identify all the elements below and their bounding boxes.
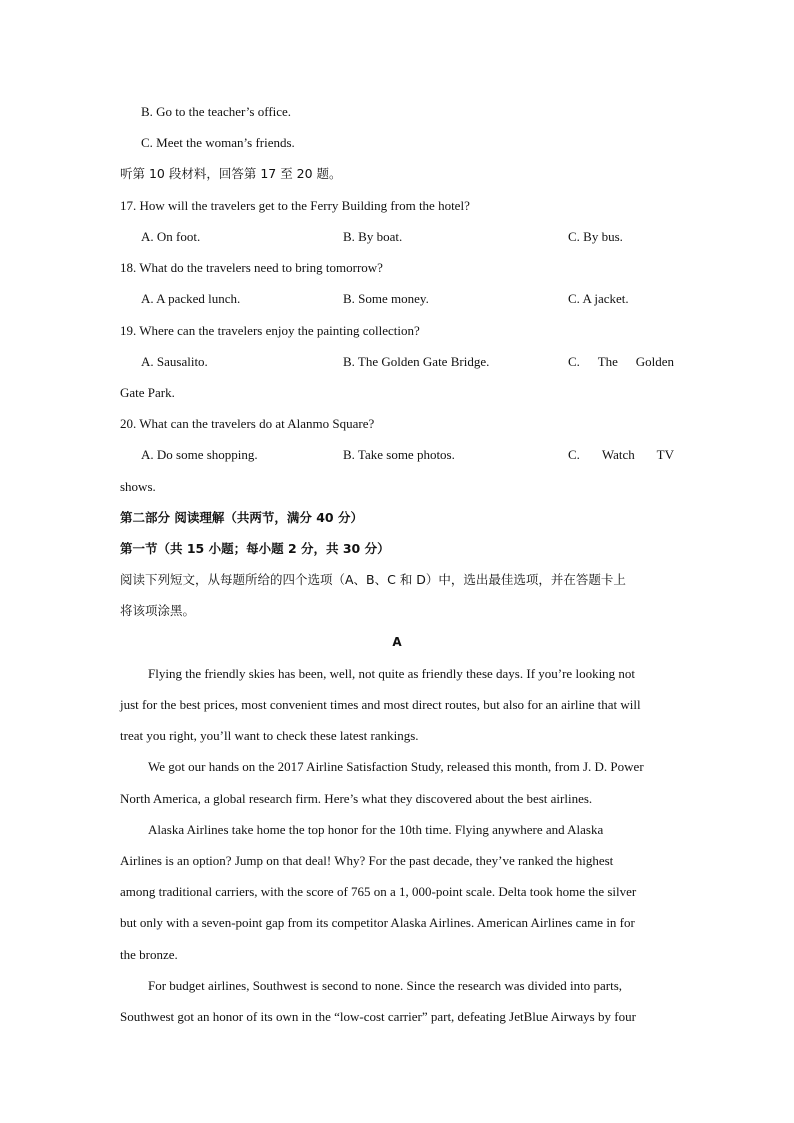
reading-instruction-continued: 将该项涂黑。 — [120, 603, 196, 618]
q18-option-a: A. A packed lunch. — [141, 291, 241, 306]
q16-option-c: C. Meet the woman’s friends. — [141, 135, 295, 150]
q19-option-a: A. Sausalito. — [141, 354, 208, 369]
q17-option-b: B. By boat. — [343, 229, 403, 244]
q17-option-c: C. By bus. — [568, 229, 623, 244]
q20-option-c-word: TV — [656, 447, 674, 462]
q19-option-b: B. The Golden Gate Bridge. — [343, 354, 490, 369]
q19-option-c — [568, 354, 674, 370]
q20-option-c-continued: shows. — [120, 479, 156, 494]
passage-line: among traditional carriers, with the score of 765 on a 1, 000-point scale. Delta took home the silver — [120, 884, 637, 899]
q20-option-b: B. Take some photos. — [343, 447, 455, 462]
q18-option-c: C. A jacket. — [568, 291, 629, 306]
passage-label: A — [392, 635, 402, 649]
q19-option-c-word: C. — [568, 354, 580, 369]
passage-line: Airlines is an option? Jump on that deal! Why? For the past decade, they’ve ranked the highest — [120, 853, 614, 868]
passage-line: For budget airlines, Southwest is second to none. Since the research was divided into parts, — [148, 978, 623, 993]
passage-line: Alaska Airlines take home the top honor for the 10th time. Flying anywhere and Alaska — [148, 822, 604, 837]
q17-stem: 17. How will the travelers get to the Ferry Building from the hotel? — [120, 198, 470, 213]
q18-stem: 18. What do the travelers need to bring tomorrow? — [120, 260, 383, 275]
passage-line: the bronze. — [120, 947, 178, 962]
q17-option-a: A. On foot. — [141, 229, 201, 244]
q20-option-c-word: Watch — [601, 447, 635, 462]
q20-option-a: A. Do some shopping. — [141, 447, 258, 462]
q19-option-c-continued: Gate Park. — [120, 385, 175, 400]
q19-option-c-word: Golden — [635, 354, 674, 369]
section1-heading: 第一节（共 15 小题；每小题 2 分，共 30 分） — [120, 541, 390, 556]
part2-heading: 第二部分 阅读理解（共两节，满分 40 分） — [120, 510, 363, 525]
passage-line: Southwest got an honor of its own in the “low-cost carrier” part, defeating JetBlue Airways by four — [120, 1009, 636, 1024]
q19-option-c-word: The — [597, 354, 618, 369]
q20-stem: 20. What can the travelers do at Alanmo Square? — [120, 416, 375, 431]
q19-stem: 19. Where can the travelers enjoy the painting collection? — [120, 323, 420, 338]
q16-option-b: B. Go to the teacher’s office. — [141, 104, 292, 119]
passage-line: North America, a global research firm. Here’s what they discovered about the best airlines. — [120, 791, 593, 806]
q20-option-c-word: C. — [568, 447, 580, 462]
passage-line: just for the best prices, most convenient times and most direct routes, but also for an airline that will — [120, 697, 641, 712]
passage-line: treat you right, you’ll want to check these latest rankings. — [120, 728, 419, 743]
reading-instruction: 阅读下列短文，从每题所给的四个选项（A、B、C 和 D）中，选出最佳选项，并在答题卡上 — [120, 572, 626, 587]
passage-line: Flying the friendly skies has been, well, not quite as friendly these days. If you’re looking not — [148, 666, 636, 681]
q18-option-b: B. Some money. — [343, 291, 429, 306]
q20-option-c — [568, 447, 674, 463]
passage-line: but only with a seven-point gap from its competitor Alaska Airlines. American Airlines came in for — [120, 915, 635, 930]
passage-line: We got our hands on the 2017 Airline Satisfaction Study, released this month, from J. D. Power — [148, 759, 644, 774]
section-instruction: 听第 10 段材料，回答第 17 至 20 题。 — [120, 166, 342, 181]
